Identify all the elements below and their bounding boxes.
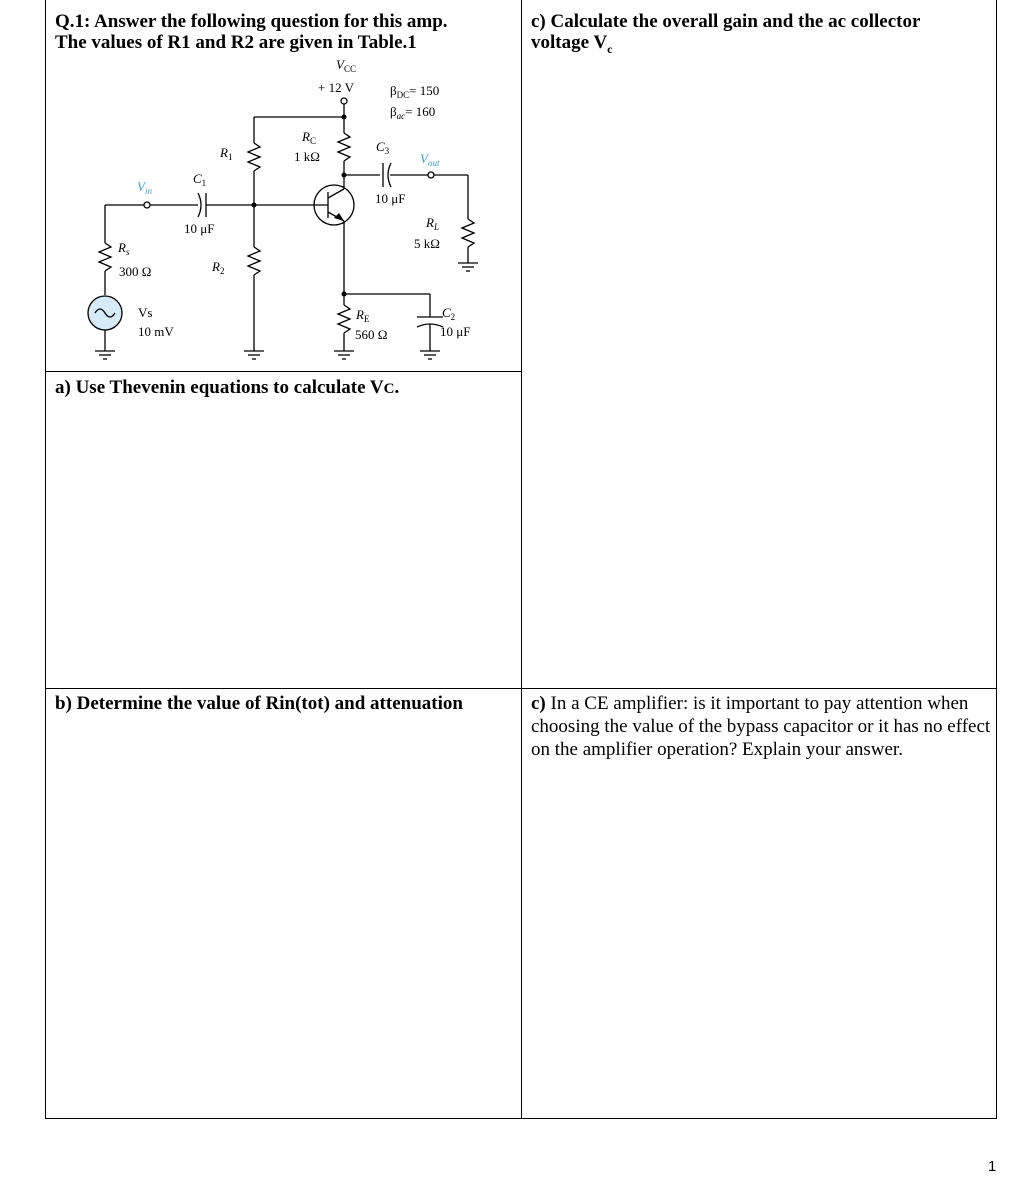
amplifier-circuit-diagram (80, 55, 510, 371)
c2-value: 10 μF (440, 324, 471, 339)
row-divider-a (45, 371, 522, 372)
question-line-1: Q.1: Answer the following question for this amp. (55, 11, 448, 32)
c2-label: $C_2$ (442, 305, 456, 322)
part-c-bypass-prompt: c) In a CE amplifier: is it important to pay attention when choosing the value of the bypass capacitor or it has no effect on the amplifier operation? Explain your answer. (531, 693, 991, 760)
c3-value: 10 μF (375, 191, 406, 206)
page-number: 1 (988, 1158, 997, 1175)
vs-label: Vs (138, 305, 153, 320)
ground-icon (420, 351, 440, 359)
table-right-column (521, 0, 997, 1119)
beta-ac: $\beta_{ac}= 160$ (390, 104, 436, 121)
c1-label: $C_1$ (193, 171, 207, 188)
part-a-prompt: a) Use Thevenin equations to calculate VC. (55, 377, 400, 398)
c3-label: $C_3$ (376, 139, 390, 156)
ground-icon (458, 263, 478, 271)
rl-label: $R_L$ (426, 215, 439, 232)
vin-label: $V_{in}$ (137, 179, 152, 196)
part-c-gain-prompt: c) Calculate the overall gain and the ac collector voltage $V_c$ (531, 11, 921, 56)
beta-dc: $\beta_{DC}= 150$ (390, 83, 440, 100)
row-divider-b (45, 688, 997, 689)
question-line-2: The values of R1 and R2 are given in Table.1 (55, 32, 417, 53)
vcc-value: + 12 V (318, 80, 354, 95)
r2-label: $R_2$ (212, 259, 225, 276)
vs-value: 10 mV (138, 324, 174, 339)
rs-label: $R_s$ (118, 240, 130, 257)
r1-label: $R_1$ (220, 145, 233, 162)
question-title (55, 11, 520, 53)
ground-icon (244, 351, 264, 359)
rl-value: 5 kΩ (414, 236, 440, 251)
vcc-label: $V_{CC}$ (336, 57, 356, 74)
rs-value: 300 Ω (119, 264, 152, 279)
rc-label: $R_C$ (302, 129, 316, 146)
ground-icon (334, 351, 354, 359)
vout-label: $V_{out}$ (420, 151, 440, 168)
c1-value: 10 μF (184, 221, 215, 236)
ground-icon (95, 351, 115, 359)
rc-value: 1 kΩ (294, 149, 320, 164)
part-b-prompt: b) Determine the value of Rin(tot) and attenuation (55, 693, 463, 714)
re-label: $R_E$ (356, 307, 370, 324)
re-value: 560 Ω (355, 327, 388, 342)
